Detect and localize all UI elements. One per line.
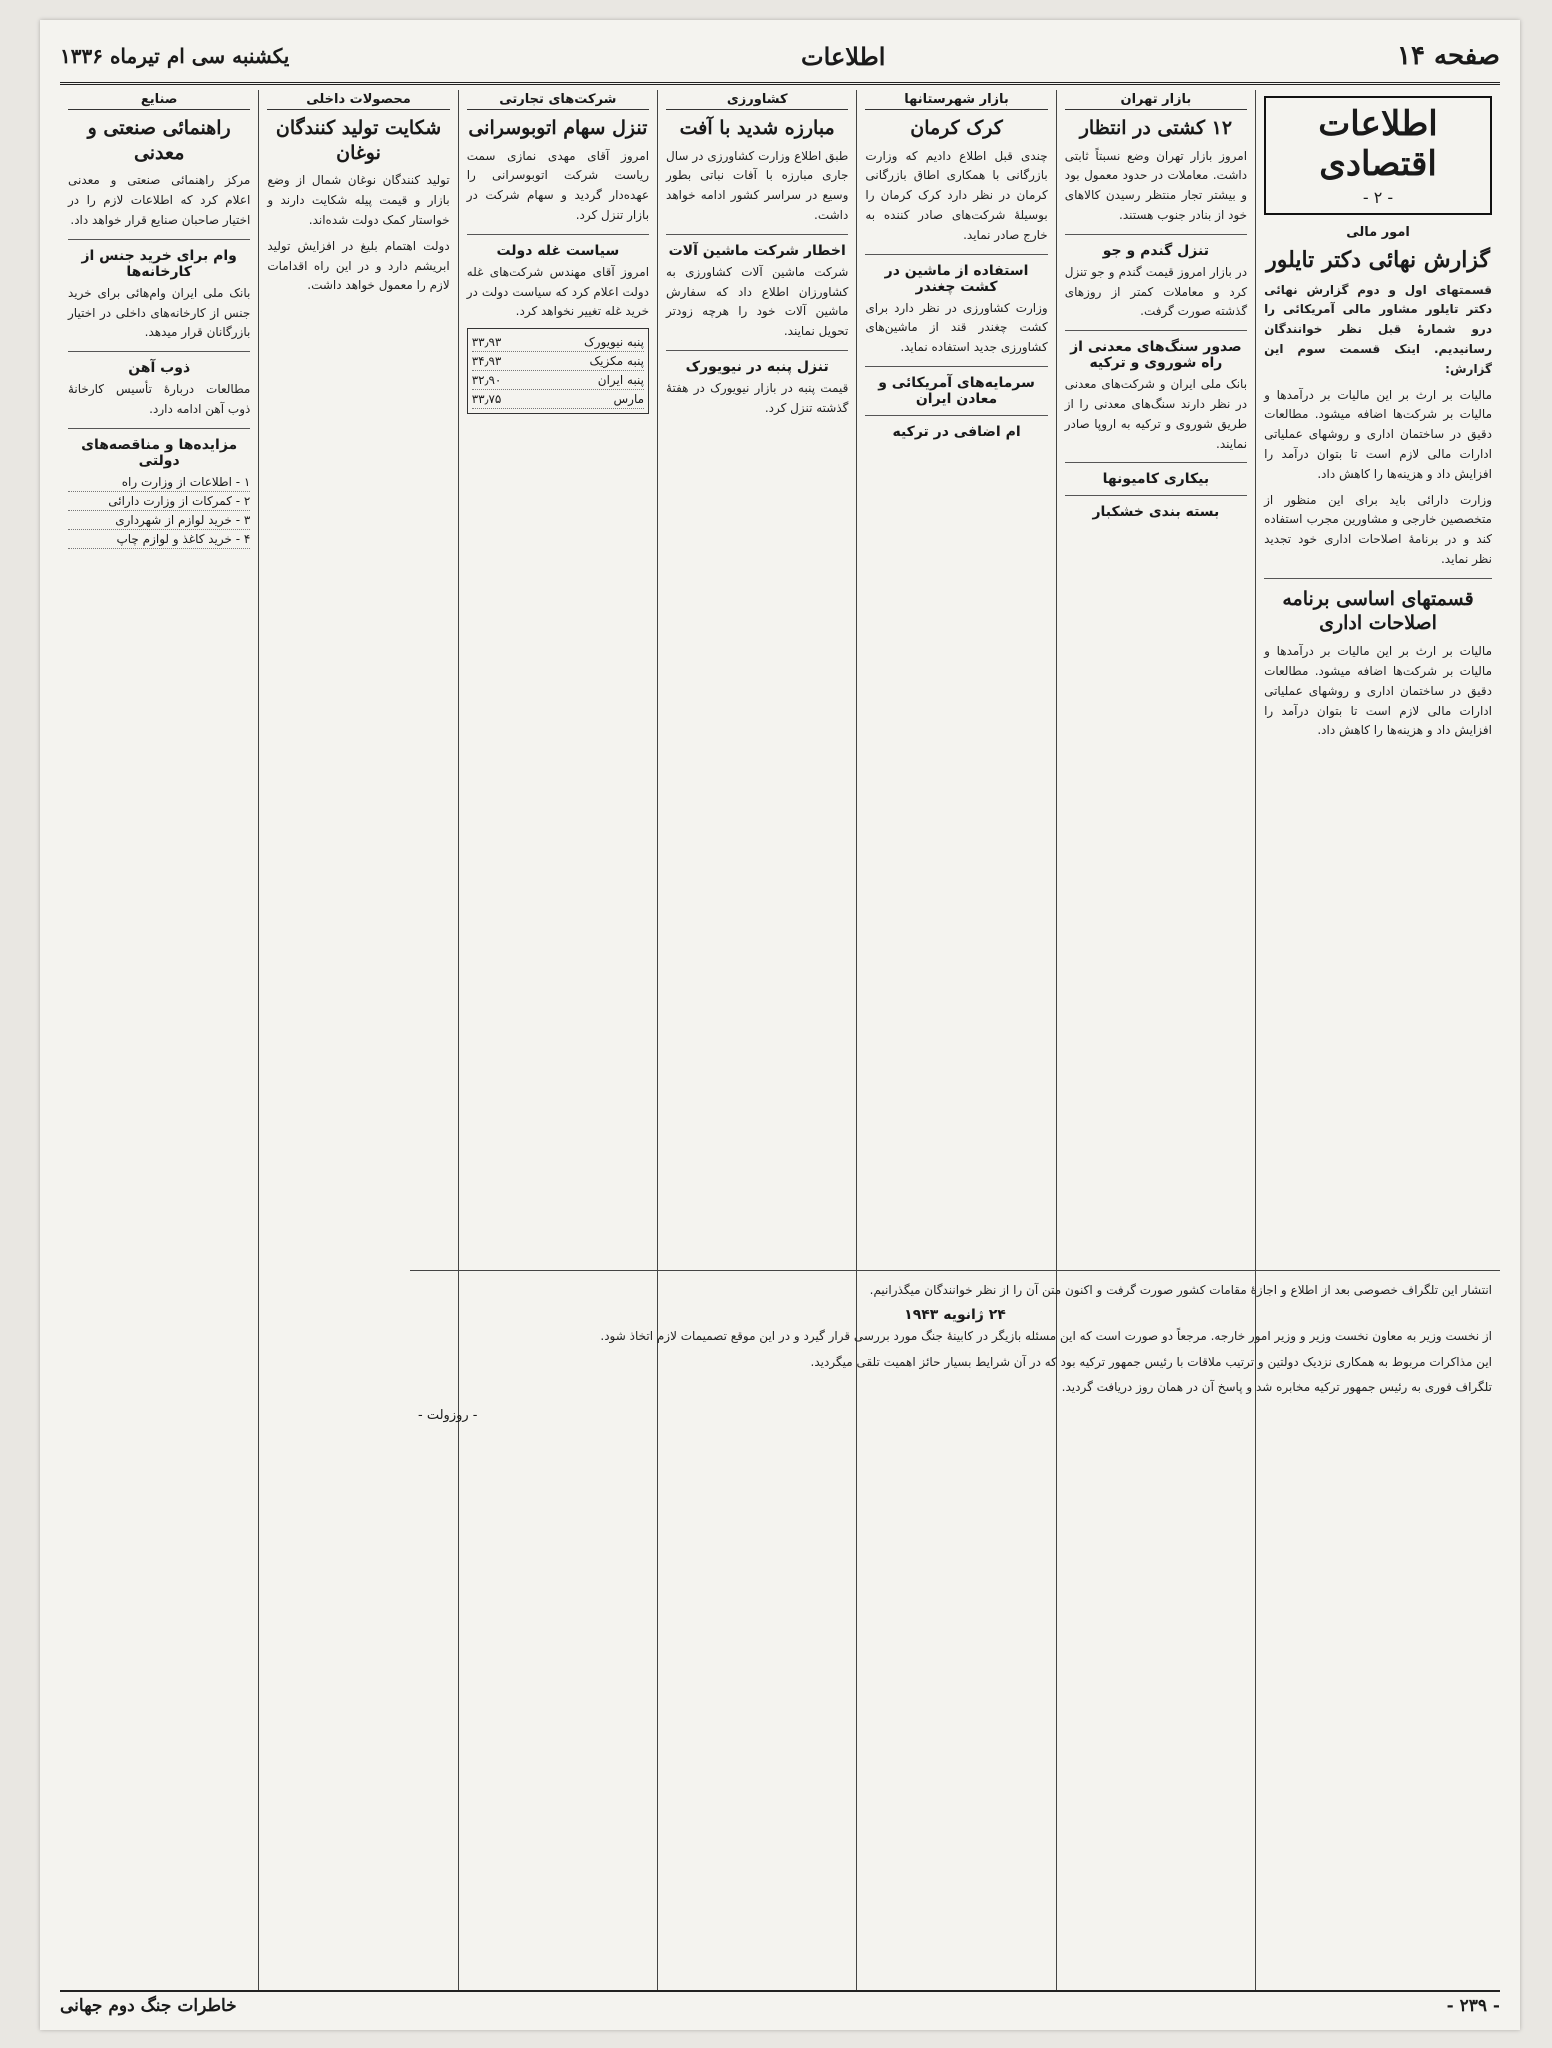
subheadline: صدور سنگ‌های معدنی از راه شوروی و ترکیه bbox=[1070, 339, 1242, 372]
subheadline: اخطار شرکت ماشین آلات bbox=[668, 242, 846, 259]
headline: راهنمائی صنعتی و معدنی bbox=[87, 117, 231, 164]
rate-row: پنبه مکزیک ۳۴٫۹۳ bbox=[472, 352, 644, 371]
divider bbox=[865, 254, 1047, 255]
divider bbox=[68, 428, 250, 429]
subheadline: ام اضافی در ترکیه bbox=[892, 424, 1021, 441]
article-paragraph: شرکت ماشین آلات کشاورزی به کشاورزان اطلاع داد که سفارش ماشین آلات خود را هرچه زودتر تحویل نمایند. bbox=[666, 264, 849, 339]
article-paragraph: قیمت پنبه در بازار نیویورک در هفتهٔ گذشته تنزل کرد. bbox=[666, 381, 849, 415]
divider bbox=[1065, 234, 1247, 235]
article-paragraph: این مذاکرات مربوط به همکاری نزدیک دولتین و ترتیب ملاقات با رئیس جمهور ترکیه بود که در آن شرایط بسیار حائز اهمیت تلقی میگردید. bbox=[810, 1354, 1492, 1369]
divider bbox=[68, 351, 250, 352]
subheadline: تنزل پنبه در نیویورک bbox=[685, 359, 829, 376]
article-paragraph: تلگراف فوری به رئیس جمهور ترکیه مخابره شد و پاسخ آن در همان روز دریافت گردید. bbox=[1061, 1380, 1492, 1395]
article-paragraph: مرکز راهنمائی صنعتی و معدنی اعلام کرد که اطلاعات لازم را در اختیار صاحبان صنایع قرار خواهد داد. bbox=[68, 173, 251, 227]
article-paragraph: امروز آقای مهندس شرکت‌های غله دولت اعلام کرد که سیاست دولت در خرید غله تغییر نخواهد کرد. bbox=[466, 264, 650, 319]
article-paragraph: مطالعات دربارهٔ تأسیس کارخانهٔ ذوب آهن ادامه دارد. bbox=[68, 382, 251, 416]
section-label: بازار شهرستانها bbox=[865, 90, 1047, 110]
rate-row: مارس ۳۳٫۷۵ bbox=[472, 390, 644, 409]
article-paragraph: تولید کنندگان نوغان شمال از وضع بازار و قیمت پیله شکایت دارند و خواستار کمک دولت شده‌اند. bbox=[267, 173, 450, 227]
article-paragraph: مالیات بر ارث بر این مالیات بر درآمدها و مالیات بر شرکت‌ها اضافه میشود. مطالعات دقیق در ساختمان اداری و روشهای عملیاتی ادارات مالی لازم است تا بتوان درآمد را افزایش داد و هزینه‌ها را کاهش داد. bbox=[1264, 644, 1492, 738]
headline: کرک کرمان bbox=[910, 117, 1003, 139]
signature: - روزولت - bbox=[418, 1408, 478, 1424]
sub-section-label: امور مالی bbox=[1346, 225, 1410, 240]
divider bbox=[68, 239, 250, 240]
subheadline: قسمتهای اساسی برنامه اصلاحات اداری bbox=[1282, 587, 1474, 635]
subheadline: بسته بندی خشکبار bbox=[1092, 504, 1220, 521]
memoir-title: خاطرات جنگ دوم جهانی bbox=[60, 1996, 237, 2016]
article-paragraph: امروز آقای مهدی نمازی سمت ریاست شرکت اتوبوسرانی را عهده‌دار گردید و سهام شرکت در بازار تنزل کرد. bbox=[466, 148, 650, 223]
divider bbox=[1065, 462, 1247, 463]
article-paragraph: انتشار این تلگراف خصوصی بعد از اطلاع و اجازهٔ مقامات کشور صورت گرفت و اکنون متن آن را از نظر خوانندگان میگذرانیم. bbox=[869, 1283, 1492, 1297]
divider bbox=[666, 234, 848, 235]
article-paragraph: امروز بازار تهران وضع نسبتاً ثابتی داشت. معاملات در حدود معمول بود و بیشتر تجار منتظر رسیدن کالاهای خود از بنادر جنوب هستند. bbox=[1064, 148, 1248, 223]
newspaper-page bbox=[40, 20, 1520, 2030]
article-paragraph: در بازار امروز قیمت گندم و جو تنزل کرد و معاملات کمتر از روزهای گذشته صورت گرفت. bbox=[1064, 264, 1248, 319]
subheadline: وام برای خرید جنس از کارخانه‌ها bbox=[81, 247, 237, 280]
article-paragraph: بانک ملی ایران و شرکت‌های معدنی در نظر دارند سنگ‌های معدنی را از طریق شوروی و ترکیه به اروپا صادر نمایند. bbox=[1064, 377, 1248, 451]
subheadline: استفاده از ماشین در کشت چغندر bbox=[884, 262, 1029, 295]
list-item: ۱ - اطلاعات از وزارت راه bbox=[68, 473, 250, 492]
subheadline: ذوب آهن bbox=[128, 360, 191, 377]
rates-table bbox=[467, 328, 649, 414]
article-paragraph: چندی قبل اطلاع دادیم که وزارت بازرگانی با همکاری اطاق بازرگانی کرمان در نظر دارد کرک کرمان را بوسیلهٔ شرکت‌های صادر کننده به خارج صادر نماید. bbox=[865, 148, 1048, 242]
divider bbox=[865, 366, 1047, 367]
page-label: صفحه ۱۴ bbox=[1397, 41, 1500, 71]
paper-name: اطلاعات bbox=[801, 41, 886, 71]
rate-row: پنبه نیویورک ۳۳٫۹۳ bbox=[472, 333, 644, 352]
article-paragraph: از نخست وزیر به معاون نخست وزیر و وزیر امور خارجه. مرجعاً دو صورت است که این مسئله بازیگر در کابینهٔ جنگ مورد بررسی قرار گیرد و در این موقع تصمیمات لازم اتخاذ شود. bbox=[600, 1328, 1492, 1343]
section-label: کشاورزی bbox=[666, 90, 848, 110]
subheadline: سرمایه‌های آمریکائی و معادن ایران bbox=[878, 375, 1035, 408]
section-label: بازار تهران bbox=[1065, 90, 1247, 110]
article-paragraph: طبق اطلاع وزارت کشاورزی در سال جاری مبارزه با آفات نباتی بطور وسیع در سراسر کشور ادامه خواهد داشت. bbox=[666, 148, 849, 223]
divider bbox=[865, 415, 1047, 416]
subheadline: تنزل گندم و جو bbox=[1102, 242, 1209, 259]
article-paragraph: دولت اهتمام بلیغ در افزایش تولید ابریشم دارد و در این راه اقدامات لازم را معمول خواهد داشت. bbox=[267, 238, 450, 293]
headline: مبارزه شدید با آفت bbox=[679, 117, 835, 139]
headline: گزارش نهائی دکتر تایلور bbox=[1266, 247, 1490, 273]
subheadline: بیکاری کامیونها bbox=[1102, 471, 1210, 488]
list-item: ۲ - کمرکات از وزارت دارائی bbox=[68, 492, 250, 511]
divider bbox=[1065, 330, 1247, 331]
article-paragraph: بانک ملی ایران وام‌هائی برای خرید جنس از کارخانه‌های داخلی در اختیار بازرگانان قرار میدهد. bbox=[68, 285, 251, 340]
telegram-date: ۲۴ ژانویه ۱۹۴۳ bbox=[904, 1306, 1006, 1323]
divider bbox=[467, 234, 649, 235]
headline: تنزل سهام اتوبوسرانی bbox=[468, 117, 648, 139]
rate-row: پنبه ایران ۳۲٫۹۰ bbox=[472, 371, 644, 390]
subheadline: سیاست غله دولت bbox=[496, 242, 620, 259]
date-line: یکشنبه سی ام تیرماه ۱۳۳۶ bbox=[60, 44, 290, 68]
section-label: صنایع bbox=[68, 90, 250, 110]
column-industry bbox=[60, 90, 258, 1990]
divider bbox=[1065, 495, 1247, 496]
article-paragraph: وزارت دارائی باید برای این منظور از متخصصین خارجی و مشاورین مجرب استفاده کند و در برنامهٔ اصلاحات اداری خود تجدید نظر نماید. bbox=[1264, 492, 1492, 566]
section-label: شرکت‌های تجارتی bbox=[467, 90, 649, 110]
lead-paragraph: قسمتهای اول و دوم گزارش نهائی دکتر تایلور مشاور مالی آمریکائی را درو شمارهٔ قبل نظر خوانندگان رسانیدیم. اینک قسمت سوم این گزارش: bbox=[1264, 282, 1492, 376]
economic-section-title bbox=[1264, 96, 1492, 215]
bottom-strip bbox=[60, 1990, 1500, 2020]
headline: شکایت تولید کنندگان نوغان bbox=[275, 117, 442, 164]
memoir-article bbox=[410, 1270, 1500, 1990]
list-item: ۴ - خرید کاغذ و لوازم چاپ bbox=[68, 530, 250, 549]
divider bbox=[666, 350, 848, 351]
section-title: اطلاعات اقتصادی bbox=[1318, 104, 1438, 184]
section-number: - ۲ - bbox=[1362, 188, 1394, 207]
list-item: ۳ - خرید لوازم از شهرداری bbox=[68, 511, 250, 530]
article-paragraph: وزارت کشاورزی در نظر دارد برای کشت چغندر قند از ماشین‌های کشاورزی جدید استفاده نماید. bbox=[865, 300, 1048, 355]
page-number: - ۲۳۹ - bbox=[1446, 1996, 1500, 2016]
headline: ۱۲ کشتی در انتظار bbox=[1079, 117, 1233, 139]
divider bbox=[1264, 578, 1492, 579]
article-paragraph: مالیات بر ارث بر این مالیات بر درآمدها و مالیات بر شرکت‌ها اضافه میشود. مطالعات دقیق در ساختمان اداری و روشهای عملیاتی ادارات مالی لازم است تا بتوان درآمد را افزایش داد و هزینه‌ها را کاهش داد. bbox=[1264, 387, 1492, 481]
section-label: محصولات داخلی bbox=[267, 90, 449, 110]
subheadline: مزایده‌ها و مناقصه‌های دولتی bbox=[81, 436, 238, 469]
masthead bbox=[60, 30, 1500, 85]
